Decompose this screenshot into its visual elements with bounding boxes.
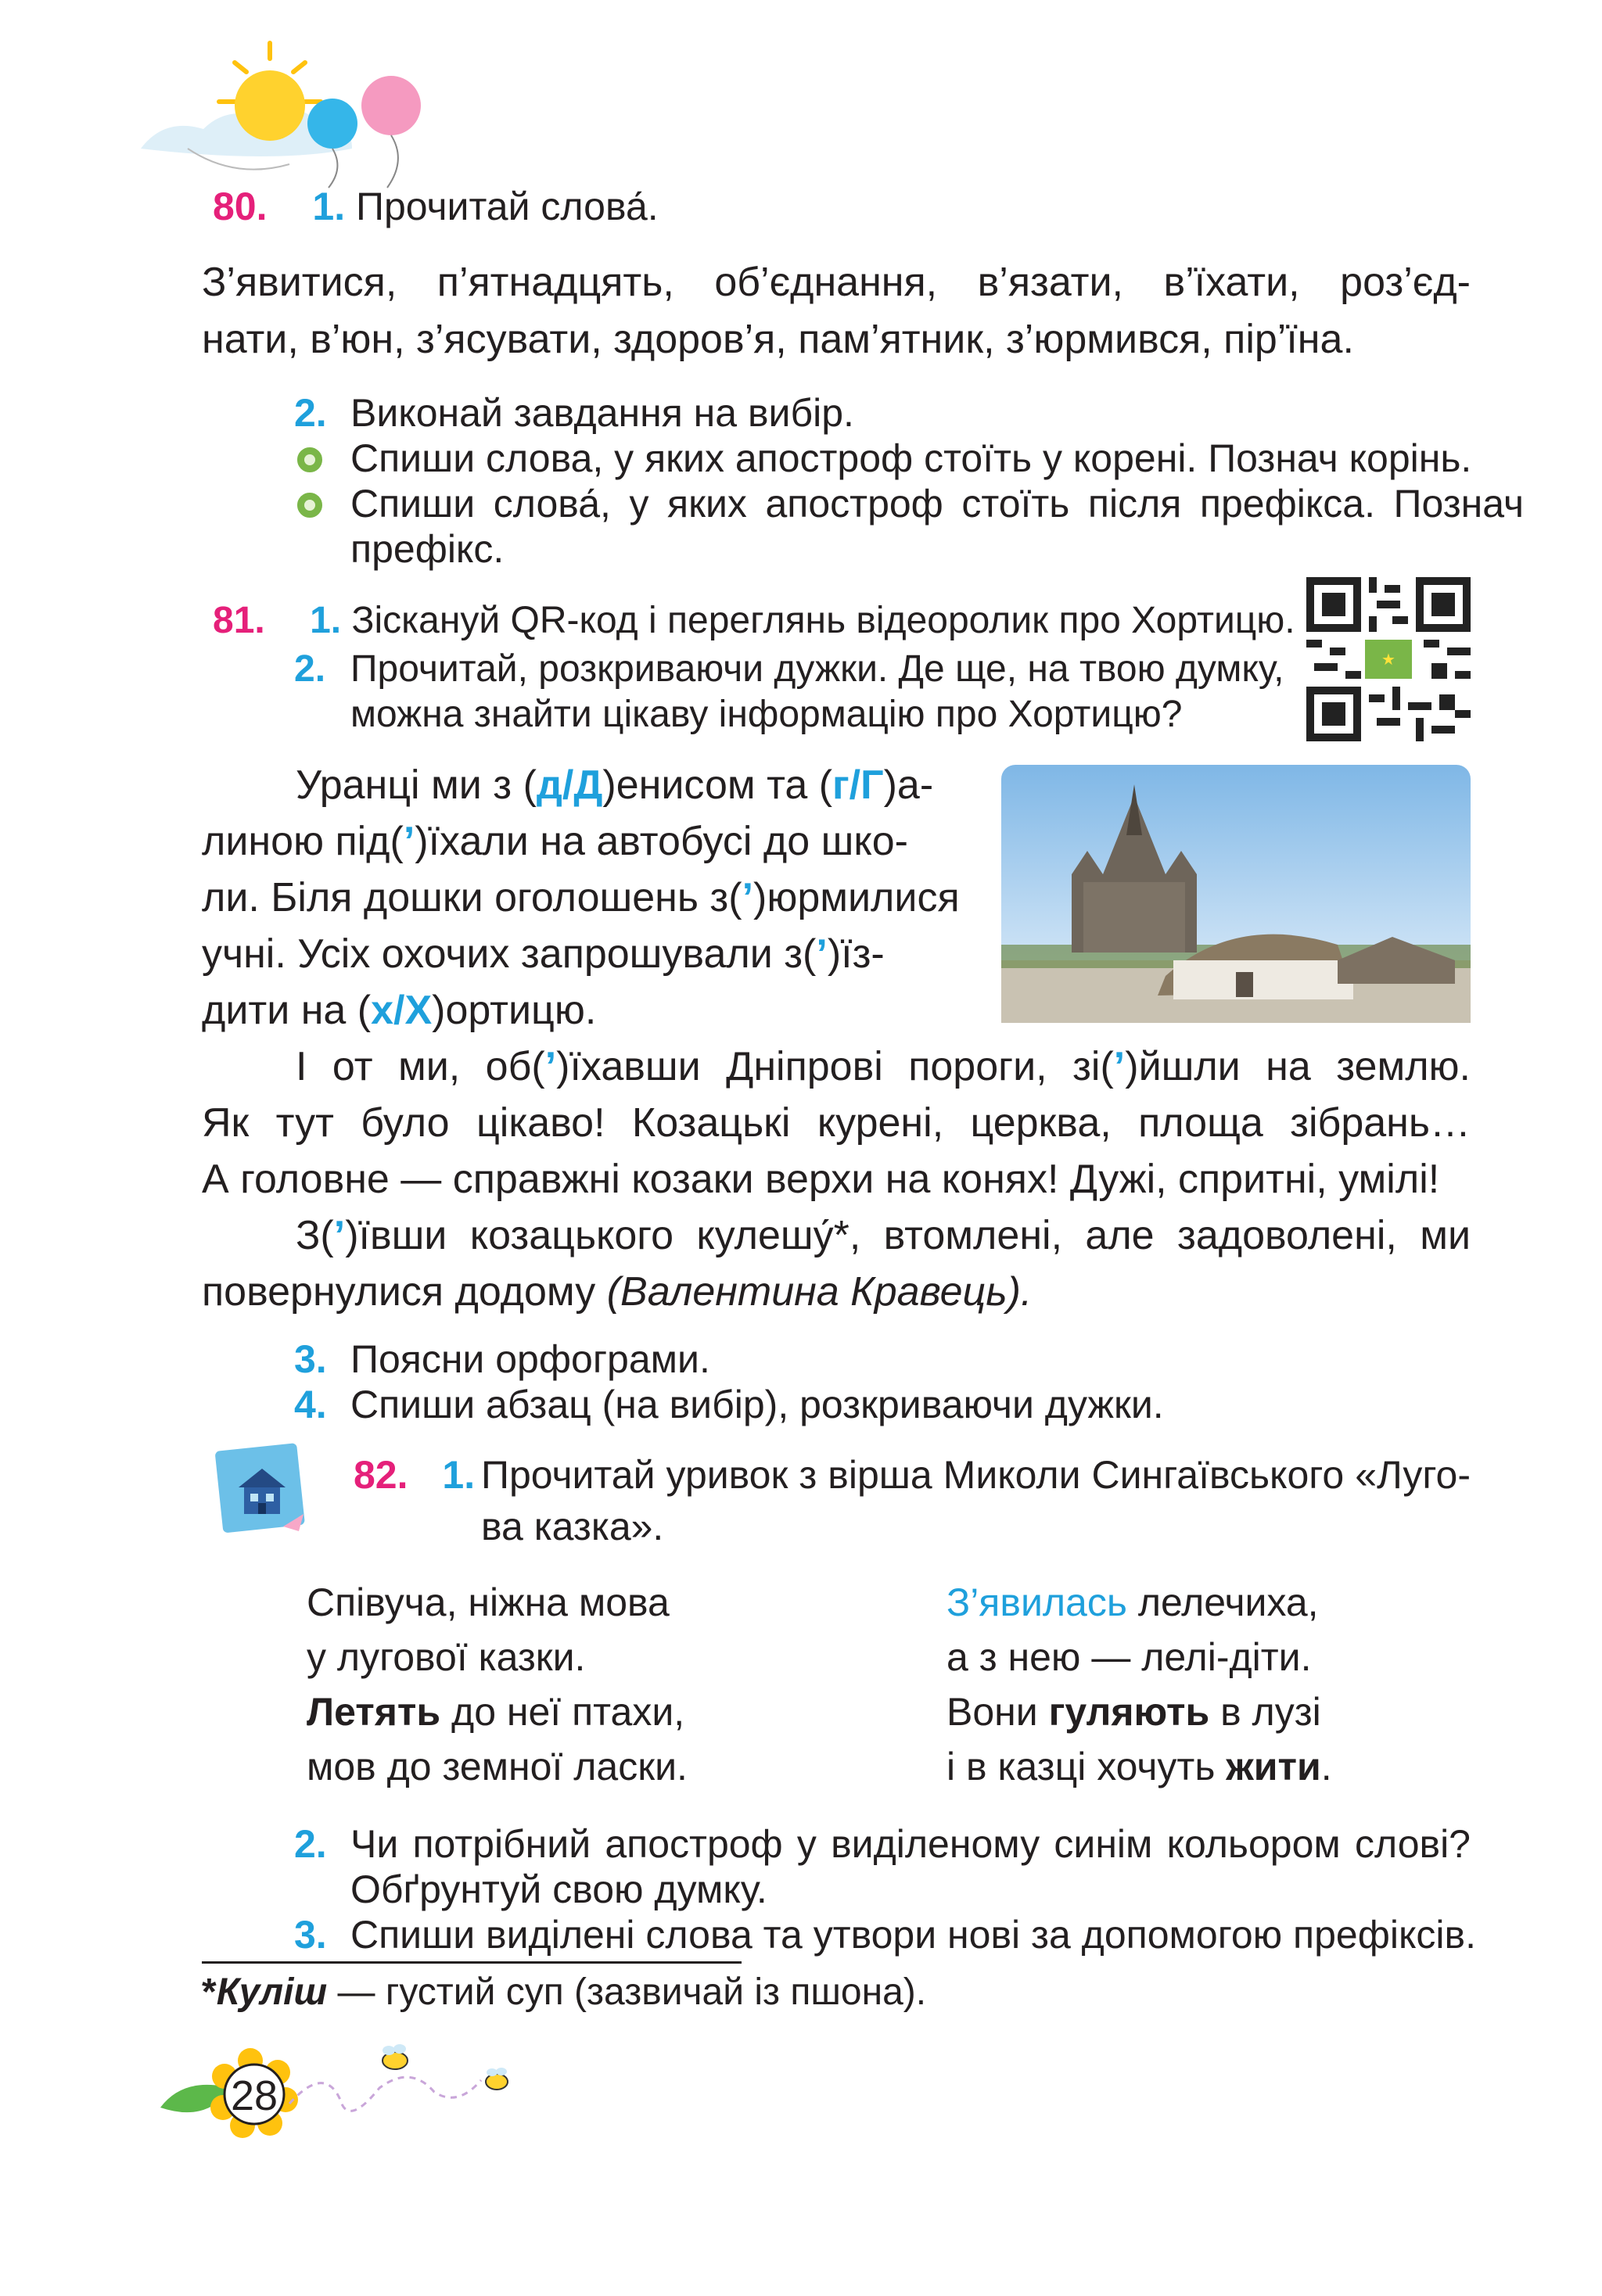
poem-right: З’явилась лелечиха, а з нею — лелі-діти. Вони гуляють в лузі і в казці хочуть жити.: [946, 1580, 1332, 1788]
khortytsia-photo: [1001, 765, 1471, 1023]
ex81-text-line2: линою під(’)їхали на автобусі до шко-: [202, 819, 908, 864]
ex81-text-line8: А головне — справжні козаки верхи на конях! Дужі, спритні, умілі!: [202, 1157, 1440, 1202]
footnote: *Куліш — густий суп (зазвичай із пшона).: [202, 1971, 927, 2013]
page-number: 28: [230, 2072, 278, 2119]
ex80-task1: 80. 1. Прочитай слова́.: [213, 185, 659, 228]
ex82-task1-cont: ва казка».: [481, 1505, 664, 1548]
svg-text:★: ★: [1381, 651, 1395, 669]
ex82-task1: 82. 1.: [354, 1453, 476, 1497]
qr-code[interactable]: [1306, 577, 1471, 741]
ex81-text-line5: дити на (х/Х)ортицю.: [202, 988, 597, 1033]
ex81-text-line1: Уранці ми з (д/Д)енисом та (г/Г)а-: [296, 762, 934, 808]
ex81-text-line3: ли. Біля дошки оголошень з(’)юрмилися: [202, 875, 960, 920]
ex80-words-line1: З’явитися, п’ятнадцять, об’єднання, в’язати, в’їхати, роз’єд-: [202, 260, 1471, 305]
ex80-option2-cont: префікс.: [350, 527, 505, 571]
ex82-task1-text: Прочитай уривок з вірша Миколи Сингаївського «Луго-: [481, 1453, 1471, 1497]
poem-left: Співуча, ніжна мова у лугової казки. Летять до неї птахи, мов до земної ласки.: [307, 1580, 688, 1788]
green-bullet-icon: [297, 447, 322, 472]
sun-balloons-decoration: [117, 31, 462, 203]
ex81-text-line9: З(’)ївши козацького кулешу́*, втомлені, але задоволені, ми: [296, 1213, 1471, 1258]
author: (Валентина Кравець).: [606, 1269, 1033, 1315]
ex81-text-line6: І от ми, об(’)їхавши Дніпрові пороги, зі(’)йшли на землю.: [296, 1044, 1471, 1089]
ex80-words-line2: нати, в’юн, з’ясувати, здоров’я, пам’ятник, з’юрмився, пір’їна.: [202, 317, 1354, 362]
ex81-text-line10: повернулися додому (Валентина Кравець).: [202, 1269, 1033, 1315]
ex81-task1: 81. 1. Зіскануй QR-код і переглянь відеоролик про Хортицю.: [213, 600, 1295, 641]
house-sticker-icon: [211, 1439, 313, 1541]
ex82-task2-cont: Обґрунтуй свою думку.: [350, 1867, 767, 1911]
ex81-text-line4: учні. Усіх охочих запрошували з(’)їз-: [202, 931, 885, 977]
ex80-task1-text: Прочитай слова́.: [356, 185, 659, 228]
green-bullet-icon: [297, 493, 322, 518]
footnote-divider: [202, 1961, 742, 1964]
ex81-task2-cont: можна знайти цікаву інформацію про Хортицю?: [350, 694, 1183, 735]
ex81-text-line7: Як тут було цікаво! Козацькі курені, церква, площа зібрань…: [202, 1100, 1471, 1146]
flower-bee-decoration: [153, 2033, 528, 2143]
